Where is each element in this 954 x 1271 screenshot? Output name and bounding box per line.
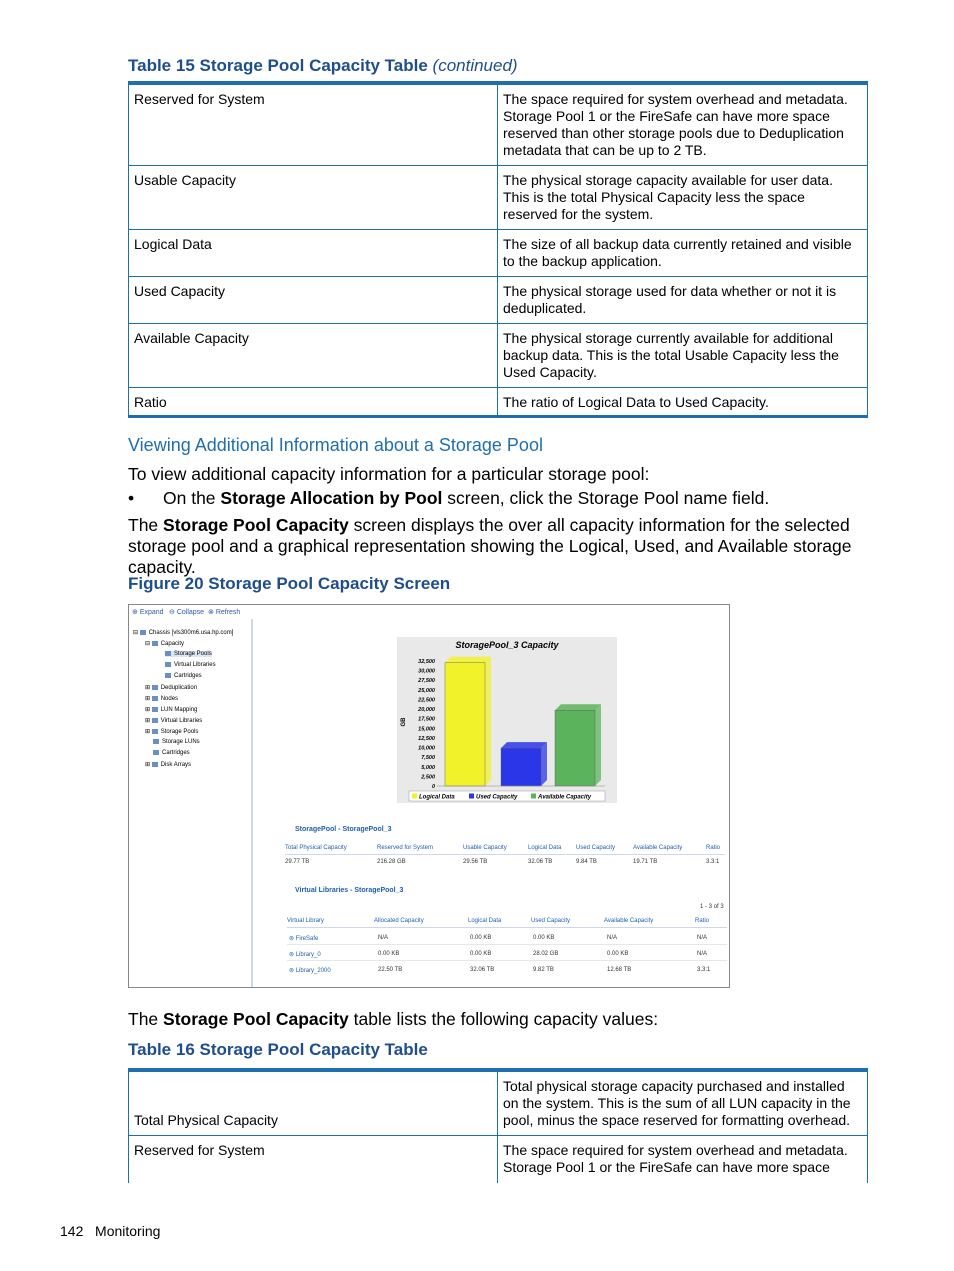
pool-header[interactable]: Reserved for System — [377, 845, 434, 851]
table-row — [129, 166, 868, 230]
tree-label: Chassis [vls300m6.usa.hp.com] — [148, 630, 234, 636]
vl-cell: 0.00 KB — [378, 951, 400, 957]
table15 — [128, 84, 868, 418]
vl-header[interactable]: Used Capacity — [531, 918, 571, 924]
pool-header[interactable]: Total Physical Capacity — [285, 845, 347, 851]
desc-cell: The ratio of Logical Data to Used Capacity. — [498, 388, 868, 418]
desc-cell: The space required for system overhead and metadata. Storage Pool 1 or the FireSafe can have more space reserved than other storage pools due to Deduplication metadata that can be up to 2 TB. — [498, 85, 868, 166]
bullet-text — [163, 488, 769, 509]
tree-label: Nodes — [160, 696, 179, 702]
folder-icon — [152, 729, 158, 734]
pool-title: StoragePool - StoragePool_3 — [295, 826, 392, 833]
vl-name: Library_0 — [295, 952, 321, 958]
tree-label: Storage Pools — [174, 651, 212, 658]
y-tick-label: 32,500 — [418, 659, 435, 665]
bar-face — [501, 748, 541, 786]
bar-side — [485, 657, 491, 786]
desc-cell: The size of all backup data currently retained and visible to the backup application. — [498, 230, 868, 277]
tree-item[interactable]: ⊞ Deduplication — [145, 685, 198, 691]
term-cell: Total Physical Capacity — [129, 1072, 498, 1136]
legend-swatch-used — [469, 794, 474, 799]
vl-row-link[interactable]: ⊚ Library_2000 — [289, 968, 331, 974]
tree-item[interactable]: ⊟ Chassis [vls300m6.usa.hp.com] — [133, 630, 234, 636]
table-row — [129, 1072, 868, 1136]
y-tick-label: 5,000 — [421, 764, 435, 771]
row-divider — [287, 927, 727, 928]
vl-name: FireSafe — [295, 936, 319, 942]
table-row — [129, 324, 868, 388]
tree-label: Virtual Libraries — [174, 662, 216, 669]
legend-logical: Logical Data — [419, 794, 455, 801]
vl-cell: 0.00 KB — [607, 951, 629, 957]
pool-value: 9.84 TB — [576, 859, 597, 865]
page-footer — [60, 1223, 160, 1239]
expand-label: Expand — [139, 609, 164, 616]
table-row — [129, 277, 868, 324]
term-cell: Logical Data — [129, 230, 498, 277]
pool-header[interactable]: Usable Capacity — [463, 845, 507, 851]
tree-item[interactable]: ⊞ Nodes — [145, 696, 179, 702]
table16 — [128, 1071, 868, 1183]
tree-item[interactable]: ⊞ Disk Arrays — [145, 762, 192, 768]
cartridge-icon — [165, 673, 171, 678]
table-row — [129, 85, 868, 166]
vl-cell: N/A — [378, 935, 389, 941]
term-cell: Usable Capacity — [129, 166, 498, 230]
pool-value: 19.71 TB — [633, 859, 658, 865]
bullet-pre: On the — [163, 488, 221, 508]
term-cell: Reserved for System — [129, 85, 498, 166]
tree-label: Capacity — [160, 641, 185, 647]
library-icon — [165, 662, 171, 667]
tree-item[interactable]: ⊞ Virtual Libraries — [145, 718, 203, 724]
tree-item[interactable] — [165, 662, 216, 668]
tree-label: LUN Mapping — [160, 707, 198, 713]
para-pre: The — [128, 515, 164, 535]
folder-icon — [152, 641, 158, 646]
bar-face — [445, 663, 485, 786]
y-tick-label: 2,500 — [421, 774, 435, 781]
vl-cell: N/A — [697, 951, 708, 957]
y-tick-label: 17,500 — [418, 716, 435, 723]
server-icon — [140, 630, 146, 635]
bar — [555, 704, 601, 786]
para-bold: Storage Pool Capacity — [163, 515, 349, 535]
term-cell: Available Capacity — [129, 324, 498, 388]
y-tick-label: 22,500 — [418, 697, 435, 704]
vl-cell: 32.06 TB — [470, 967, 495, 973]
folder-icon — [153, 750, 159, 755]
figure-caption: Figure 20 Storage Pool Capacity Screen — [128, 574, 451, 593]
tree-label: Cartridges — [174, 673, 202, 680]
tree-label: Cartridges — [162, 750, 190, 757]
bar-face — [555, 710, 595, 786]
intro-text: To view additional capacity information for a particular storage pool: — [128, 464, 650, 484]
pool-header[interactable]: Logical Data — [528, 845, 562, 851]
vl-cell: 9.82 TB — [533, 967, 554, 973]
bar-top — [501, 742, 547, 748]
term-cell: Used Capacity — [129, 277, 498, 324]
y-tick-label: 27,500 — [418, 678, 435, 685]
caption-continued: (continued) — [432, 56, 518, 75]
legend-swatch-available — [531, 794, 536, 799]
folder-icon — [152, 696, 158, 701]
tree-item[interactable] — [153, 750, 190, 756]
bar — [501, 742, 547, 786]
pool-value: 216.28 GB — [377, 859, 406, 865]
y-tick-label: 12,500 — [418, 735, 435, 742]
vl-row-link[interactable]: ⊚ Library_0 — [289, 952, 321, 958]
capacity-chart — [397, 637, 617, 803]
legend-swatch-logical — [412, 794, 417, 799]
bar-top — [445, 657, 491, 663]
table-row — [129, 1136, 868, 1183]
caption-text: Table 15 Storage Pool Capacity Table — [128, 56, 428, 75]
tree-label: Deduplication — [160, 685, 198, 691]
vl-row-link[interactable]: ⊚ FireSafe — [289, 936, 319, 942]
vl-cell: 12.68 TB — [607, 967, 632, 973]
vl-cell: 28.02 GB — [533, 951, 559, 957]
folder-icon — [152, 718, 158, 723]
bullet-dot: • — [128, 488, 135, 508]
legend-used: Used Capacity — [476, 794, 518, 801]
tree-item[interactable]: ⊞ LUN Mapping — [145, 707, 198, 713]
vl-paging: 1 - 3 of 3 — [700, 904, 724, 910]
legend — [409, 791, 605, 801]
table-row — [129, 388, 868, 418]
desc-cell: The physical storage capacity available for user data. This is the total Physical Capacity less the space reserved for the system. — [498, 166, 868, 230]
pool-header[interactable]: Used Capacity — [576, 845, 616, 851]
vl-header[interactable]: Virtual Library — [287, 918, 324, 924]
row-divider — [285, 854, 725, 855]
para-bold: Storage Pool Capacity — [163, 1009, 349, 1029]
expand-link[interactable]: ⊕ Expand — [132, 609, 164, 616]
bullet-post: screen, click the Storage Pool name field. — [442, 488, 770, 508]
desc-cell: The space required for system overhead and metadata. Storage Pool 1 or the FireSafe can have more space — [498, 1136, 868, 1183]
row-divider — [287, 960, 727, 961]
legend-available: Available Capacity — [538, 794, 592, 801]
y-tick-label: 0 — [431, 784, 435, 790]
table-bottom-rule — [128, 415, 868, 418]
y-tick-label: 30,000 — [418, 668, 435, 675]
vl-cell: 22.50 TB — [378, 967, 403, 973]
para-pre: The — [128, 1009, 164, 1029]
tree-item[interactable]: ⊞ Storage Pools — [145, 729, 199, 735]
folder-icon — [152, 685, 158, 690]
figure-screenshot — [128, 604, 730, 988]
vl-header[interactable]: Logical Data — [468, 918, 502, 924]
vl-title: Virtual Libraries - StoragePool_3 — [295, 887, 404, 894]
tree-toolbar — [129, 605, 249, 619]
collapse-label: Collapse — [176, 609, 205, 616]
table-intro-paragraph — [128, 1009, 658, 1030]
folder-icon — [152, 707, 158, 712]
tree-label: Virtual Libraries — [160, 718, 203, 724]
folder-icon — [153, 739, 159, 744]
term-cell: Ratio — [129, 388, 498, 418]
pool-header[interactable]: Ratio — [706, 845, 721, 851]
bullet-bold: Storage Allocation by Pool — [220, 488, 443, 508]
tree-item[interactable] — [153, 739, 200, 745]
pool-header[interactable]: Available Capacity — [633, 845, 683, 851]
y-tick-label: 7,500 — [421, 755, 435, 762]
vl-table — [287, 918, 727, 984]
footer-section: Monitoring — [95, 1223, 161, 1239]
refresh-label: Refresh — [215, 609, 241, 616]
chart-title: StoragePool_3 Capacity — [455, 640, 559, 650]
tree-label: Storage LUNs — [162, 739, 200, 746]
vl-cell: N/A — [697, 935, 708, 941]
bar-top — [555, 704, 601, 710]
tree-item[interactable] — [165, 673, 202, 679]
tree-item[interactable]: ⊟ Capacity — [145, 641, 185, 647]
folder-icon — [152, 762, 158, 767]
page-number: 142 — [60, 1223, 84, 1239]
vl-name: Library_2000 — [295, 968, 331, 974]
pool-table — [285, 845, 725, 873]
pool-value: 32.06 TB — [528, 859, 553, 865]
pool-value: 29.77 TB — [285, 859, 310, 865]
desc-cell: The physical storage used for data whether or not it is deduplicated. — [498, 277, 868, 324]
bar-side — [595, 704, 601, 786]
pool-icon — [165, 651, 171, 656]
y-axis-label: GB — [401, 717, 407, 727]
vl-cell: 0.00 KB — [470, 935, 492, 941]
desc-cell: Total physical storage capacity purchased and installed on the system. This is the sum of all LUN capacity in the pool, minus the space reserved for formatting overhead. — [498, 1072, 868, 1136]
term-cell: Reserved for System — [129, 1136, 498, 1183]
tree-label: Storage Pools — [160, 729, 199, 735]
pool-value: 3.3:1 — [706, 859, 720, 865]
vl-header[interactable]: Allocated Capacity — [374, 918, 424, 924]
vl-cell: N/A — [607, 935, 618, 941]
y-tick-label: 15,000 — [418, 726, 435, 733]
vl-cell: 0.00 KB — [533, 935, 555, 941]
y-tick-label: 20,000 — [418, 707, 435, 714]
table-row — [129, 230, 868, 277]
y-tick-label: 10,000 — [418, 745, 435, 752]
table16-caption: Table 16 Storage Pool Capacity Table — [128, 1040, 428, 1059]
bar — [445, 657, 491, 786]
pool-value: 29.56 TB — [463, 859, 488, 865]
tree-item-selected[interactable] — [165, 651, 212, 657]
vl-header[interactable]: Available Capacity — [604, 918, 654, 924]
table15-caption — [128, 56, 518, 76]
desc-cell: The physical storage currently available for additional backup data. This is the total Usable Capacity less the Used Capacity. — [498, 324, 868, 388]
vl-cell: 3.3:1 — [697, 967, 711, 973]
y-tick-label: 25,000 — [418, 687, 435, 694]
refresh-link[interactable]: ⊗ Refresh — [208, 609, 241, 616]
para-post: screen displays the over all capacity information for the selected storage pool and a graphical representation showing the Logical, Used, and Available storage capacity. — [128, 515, 852, 577]
vl-header[interactable]: Ratio — [695, 918, 710, 924]
row-divider — [287, 944, 727, 945]
tree-label: Disk Arrays — [160, 762, 192, 768]
description-paragraph — [128, 515, 873, 578]
para-post: table lists the following capacity values: — [348, 1009, 659, 1029]
collapse-link[interactable]: ⊖ Collapse — [169, 609, 205, 616]
navigation-tree — [129, 619, 253, 987]
vl-cell: 0.00 KB — [470, 951, 492, 957]
bar-side — [541, 742, 547, 786]
section-heading: Viewing Additional Information about a Storage Pool — [128, 435, 543, 455]
